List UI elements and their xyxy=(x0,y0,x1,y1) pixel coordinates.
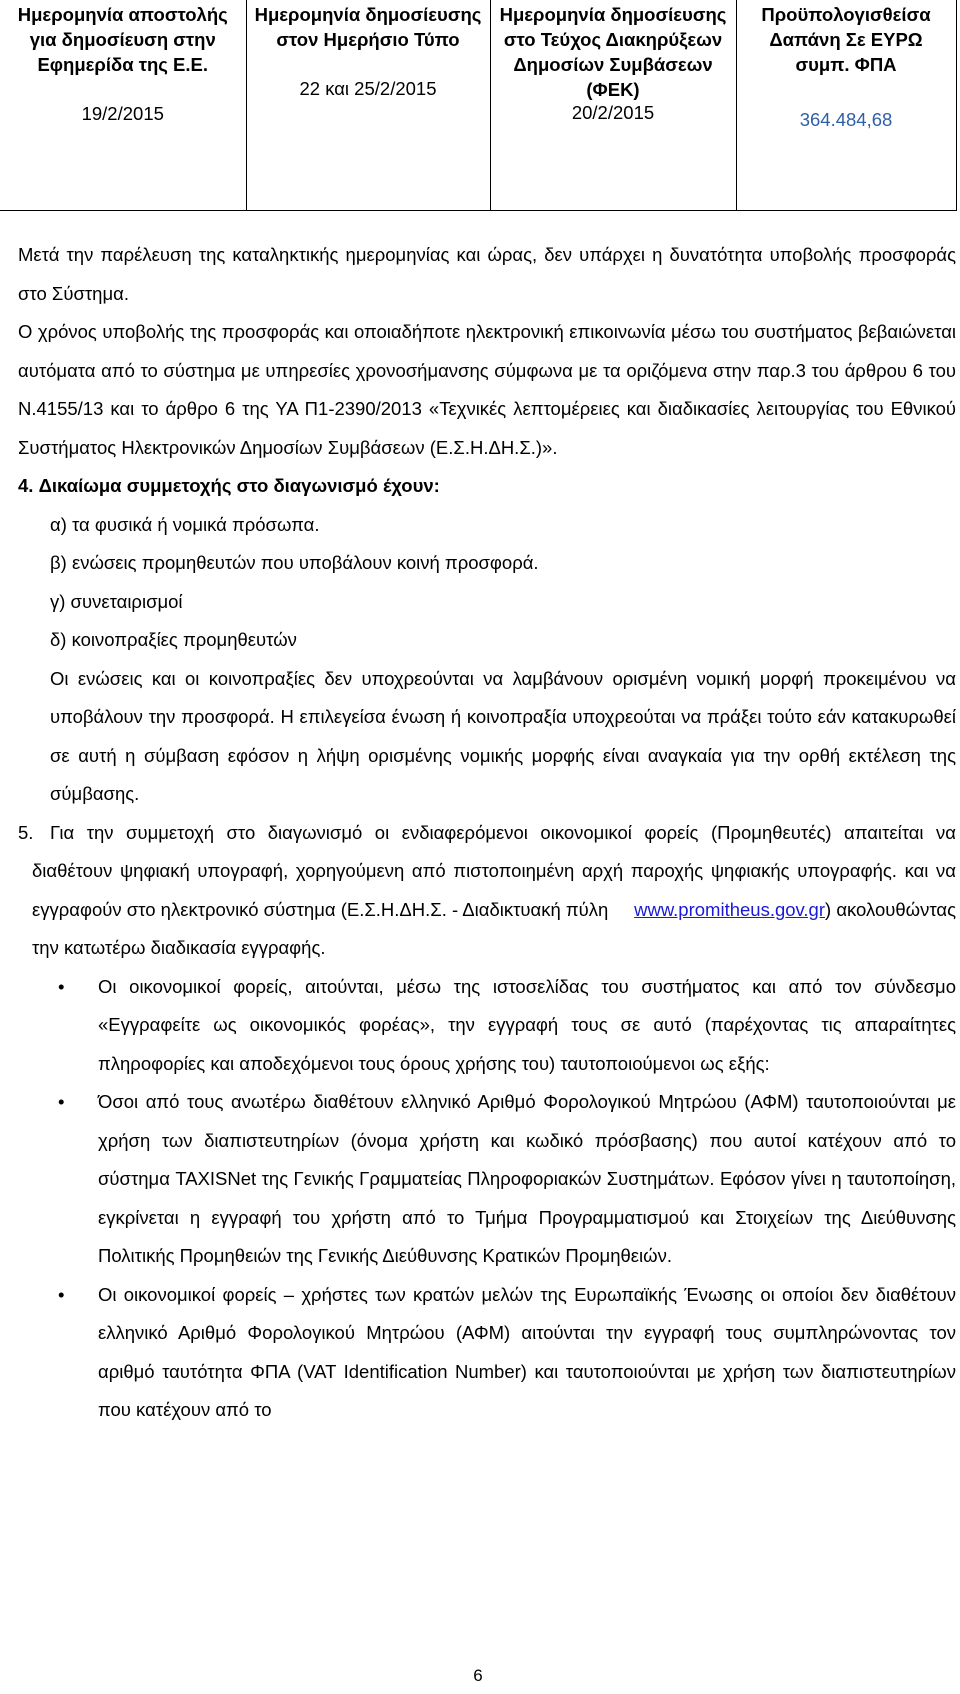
section-4-number: 4. xyxy=(18,475,34,496)
list-item: δ) κοινοπραξίες προμηθευτών xyxy=(50,629,297,650)
paragraph-timestamp: Ο χρόνος υποβολής της προσφοράς και οποιαδήποτε ηλεκτρονική επικοινωνία μέσω του συστήματος βεβαιώνεται αυτόματα από το σύστημα με υπηρεσίες χρονοσήμανσης σύμφωνα με τα οριζόμενα στην παρ.3 του άρθρου 6 του Ν.4155/13 και το άρθρο 6 της ΥΑ Π1-2390/2013 «Τεχνικές λεπτομέρειες και διαδικασίες λειτουργίας του Εθνικού Συστήματος Ηλεκτρονικών Δημοσίων Συμβάσεων (Ε.Σ.Η.ΔΗ.Σ.)». xyxy=(18,321,956,458)
value-fek-date: 20/2/2015 xyxy=(571,102,655,123)
value-press-date: 22 και 25/2/2015 xyxy=(299,78,437,99)
table-cell-press-date xyxy=(246,0,490,210)
list-item xyxy=(18,1276,956,1430)
list-item xyxy=(18,968,956,1084)
promitheus-link-spacer xyxy=(614,899,635,920)
section-4-heading xyxy=(18,467,956,506)
section-4-title: Δικαίωμα συμμετοχής στο διαγωνισμό έχουν: xyxy=(38,475,440,496)
section-5-text-a: Για την συμμετοχή στο διαγωνισμό οι ενδιαφερόμενοι οικονομικοί φορείς (Προμηθευτές) απαιτείται να διαθέτουν ψηφιακή υπογραφή, χορηγούμενη από πιστοποιημένη αρχή παροχής ψηφιακής υπογραφής. και να εγγραφούν στο ηλεκτρονικό σύστημα (Ε.Σ.Η.ΔΗ.Σ. - Διαδικτυακή πύλη xyxy=(32,821,956,920)
list-item: β) ενώσεις προμηθευτών που υποβάλουν κοινή προσφορά. xyxy=(50,552,539,573)
bullet-icon: • xyxy=(58,1283,65,1305)
section-5-text-b: ) ακολουθώντας την κατωτέρω διαδικασία εγγραφής. xyxy=(32,898,956,958)
table-cell-budget xyxy=(736,0,956,210)
bullet-icon: • xyxy=(58,1091,65,1112)
table-cell-fek-date xyxy=(490,0,736,210)
section-5 xyxy=(18,814,956,968)
header-budget: Προϋπολογισθείσα Δαπάνη Σε ΕΥΡΩ συμπ. ΦΠΑ xyxy=(761,4,931,75)
paragraph-deadline: Μετά την παρέλευση της καταληκτικής ημερομηνίας και ώρας, δεν υπάρχει η δυνατότητα υποβολής προσφοράς στο Σύστημα. xyxy=(18,244,956,304)
section-4-list xyxy=(18,506,956,814)
list-item: α) τα φυσικά ή νομικά πρόσωπα. xyxy=(50,513,320,535)
header-send-date: Ημερομηνία αποστολής για δημοσίευση στην Εφημερίδα της Ε.Ε. xyxy=(17,4,228,75)
value-send-date: 19/2/2015 xyxy=(81,103,164,124)
section-5-number: 5. xyxy=(18,821,34,843)
document-body xyxy=(18,236,956,1430)
list-item: γ) συνεταιρισμοί xyxy=(50,590,183,612)
list-item xyxy=(18,1083,956,1276)
table-cell-send-date xyxy=(0,0,246,210)
header-press-date: Ημερομηνία δημοσίευσης στον Ημερήσιο Τύπο xyxy=(254,4,482,50)
bullet-text: Όσοι από τους ανωτέρω διαθέτουν ελληνικό Αριθμό Φορολογικού Μητρώου (ΑΦΜ) ταυτοποιούνται με χρήση των διαπιστευτηρίων (όνομα χρήστη και κωδικό πρόσβασης) που αυτοί κατέχουν από το σύστημα TAXISNet της Γενικής Γραμματείας Πληροφοριακών Συστημάτων. Εφόσον γίνει η ταυτοποίηση, εγκρίνεται η εγγραφή του χρήστη από το Τμήμα Προγραμματισμού και Στοιχείων της Διεύθυνσης Πολιτικής Προμηθειών της Γενικής Διεύθυνσης Κρατικών Προμηθειών. xyxy=(98,1091,956,1266)
page-number: 6 xyxy=(473,1666,483,1685)
bullet-text: Οι οικονομικοί φορείς, αιτούνται, μέσω της ιστοσελίδας του συστήματος και από τον σύνδεσμο «Εγγραφείτε ως οικονομικός φορέας», την εγγραφή τους σε αυτό (παρέχοντας τις απαραίτητες πληροφορίες και αποδεχόμενοι τους όρους χρήσης του) ταυτοποιούμενοι ως εξής: xyxy=(98,975,956,1074)
bullet-text: Οι οικονομικοί φορείς – χρήστες των κρατών μελών της Ευρωπαϊκής Ένωσης οι οποίοι δεν διαθέτουν ελληνικό Αριθμό Φορολογικού Μητρώου (ΑΦΜ) αιτούνται την εγγραφή τους συμπληρώνοντας τον αριθμό ταυτότητα ΦΠΑ (VAT Identification Number) και ταυτοποιούνται με χρήση των διαπιστευτηρίων που κατέχουν από το xyxy=(98,1283,956,1420)
bullet-icon: • xyxy=(58,975,65,997)
dates-budget-table xyxy=(0,0,956,211)
section-4-paragraph: Οι ενώσεις και οι κοινοπραξίες δεν υποχρεούνται να λαμβάνουν ορισμένη νομική μορφή προκειμένου να υποβάλουν την προσφορά. Η επιλεγείσα ένωση ή κοινοπραξία υποχρεούται να πράξει τούτο εάν κατακυρωθεί σε αυτή η σύμβαση εφόσον η λήψη ορισμένης νομικής μορφής είναι αναγκαία για την ορθή εκτέλεση της σύμβασης. xyxy=(50,667,956,804)
value-budget: 364.484,68 xyxy=(799,109,893,130)
header-fek-date: Ημερομηνία δημοσίευσης στο Τεύχος Διακηρύξεων Δημοσίων Συμβάσεων (ΦΕΚ) xyxy=(499,4,727,100)
promitheus-link[interactable]: www.promitheus.gov.gr xyxy=(634,898,826,920)
